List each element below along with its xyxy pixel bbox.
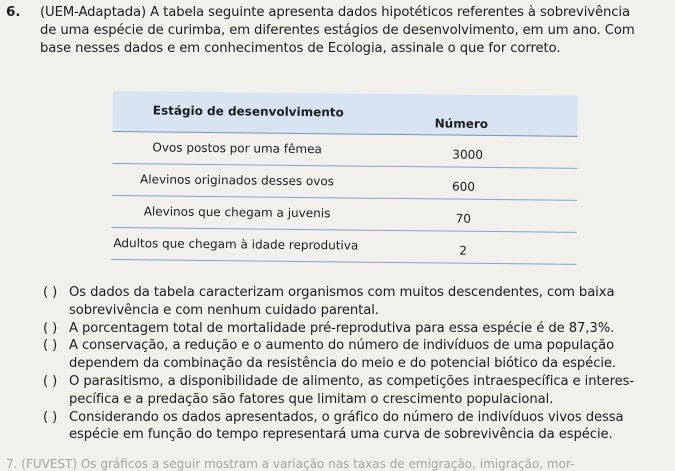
option-text: espécie em função do tempo representará uma curva de sobrevivência da espécie. bbox=[69, 427, 613, 443]
stem-line: base nesses dados e em conhecimentos de Ecologia, assinale o que for correto. bbox=[40, 41, 561, 56]
option-text: Considerando os dados apresentados, o gráfico do número de indivíduos vivos dessa bbox=[69, 409, 624, 425]
header-number: Número bbox=[434, 116, 489, 131]
question-number: 6. bbox=[6, 4, 21, 20]
cell-stage: Adultos que chegam à idade reprodutiva bbox=[113, 236, 359, 253]
cell-number: 3000 bbox=[452, 147, 483, 162]
answer-options bbox=[43, 284, 668, 444]
cell-stage: Alevinos que chegam a juvenis bbox=[143, 204, 331, 221]
table-header bbox=[113, 91, 578, 137]
option-3 bbox=[43, 337, 668, 373]
table-row bbox=[111, 228, 576, 265]
stem-line: (UEM-Adaptada) A tabela seguinte apresenta dados hipotéticos referentes à sobrevivência bbox=[40, 5, 630, 20]
cell-number: 2 bbox=[459, 243, 468, 258]
option-text: A conservação, a redução e o aumento do número de indivíduos de uma população bbox=[69, 338, 615, 354]
option-1 bbox=[43, 284, 668, 320]
next-question-partial: 7. (FUVEST) Os gráficos a seguir mostram a variação nas taxas de emigração, imigração, mor- bbox=[6, 457, 575, 471]
option-text: sobrevivência e com nenhum cuidado parental. bbox=[69, 302, 379, 318]
table-row bbox=[112, 132, 577, 169]
cell-stage: Alevinos originados desses ovos bbox=[140, 172, 335, 189]
option-5 bbox=[43, 409, 668, 445]
survival-table bbox=[111, 91, 578, 265]
option-checkbox[interactable]: ( ) bbox=[43, 338, 58, 354]
cell-number: 600 bbox=[451, 179, 475, 194]
table-row bbox=[112, 164, 577, 201]
question-stem bbox=[40, 4, 665, 58]
option-text: dependem da combinação da resistência do meio e do potencial biótico da espécie. bbox=[69, 356, 617, 372]
option-text: A porcentagem total de mortalidade pré-reprodutiva para essa espécie é de 87,3%. bbox=[69, 320, 615, 336]
stem-line: de uma espécie de curimba, em diferentes estágios de desenvolvimento, em um ano. Com bbox=[40, 23, 635, 38]
option-checkbox[interactable]: ( ) bbox=[43, 285, 58, 300]
option-checkbox[interactable]: ( ) bbox=[43, 409, 58, 425]
option-text: O parasitismo, a disponibilidade de alimento, as competições intraespecífica e interes- bbox=[69, 373, 635, 389]
option-2 bbox=[43, 320, 668, 338]
option-checkbox[interactable]: ( ) bbox=[43, 320, 58, 336]
table-row bbox=[112, 196, 577, 233]
cell-stage: Ovos postos por uma fêmea bbox=[152, 140, 322, 157]
cell-number: 70 bbox=[455, 211, 472, 226]
option-checkbox[interactable]: ( ) bbox=[43, 373, 58, 389]
option-text: Os dados da tabela caracterizam organismos com muitos descendentes, com baixa bbox=[69, 285, 615, 300]
header-stage: Estágio de desenvolvimento bbox=[152, 103, 344, 120]
option-text: pecífica e a predação são fatores que limitam o crescimento populacional. bbox=[69, 391, 554, 407]
option-4 bbox=[43, 373, 668, 409]
